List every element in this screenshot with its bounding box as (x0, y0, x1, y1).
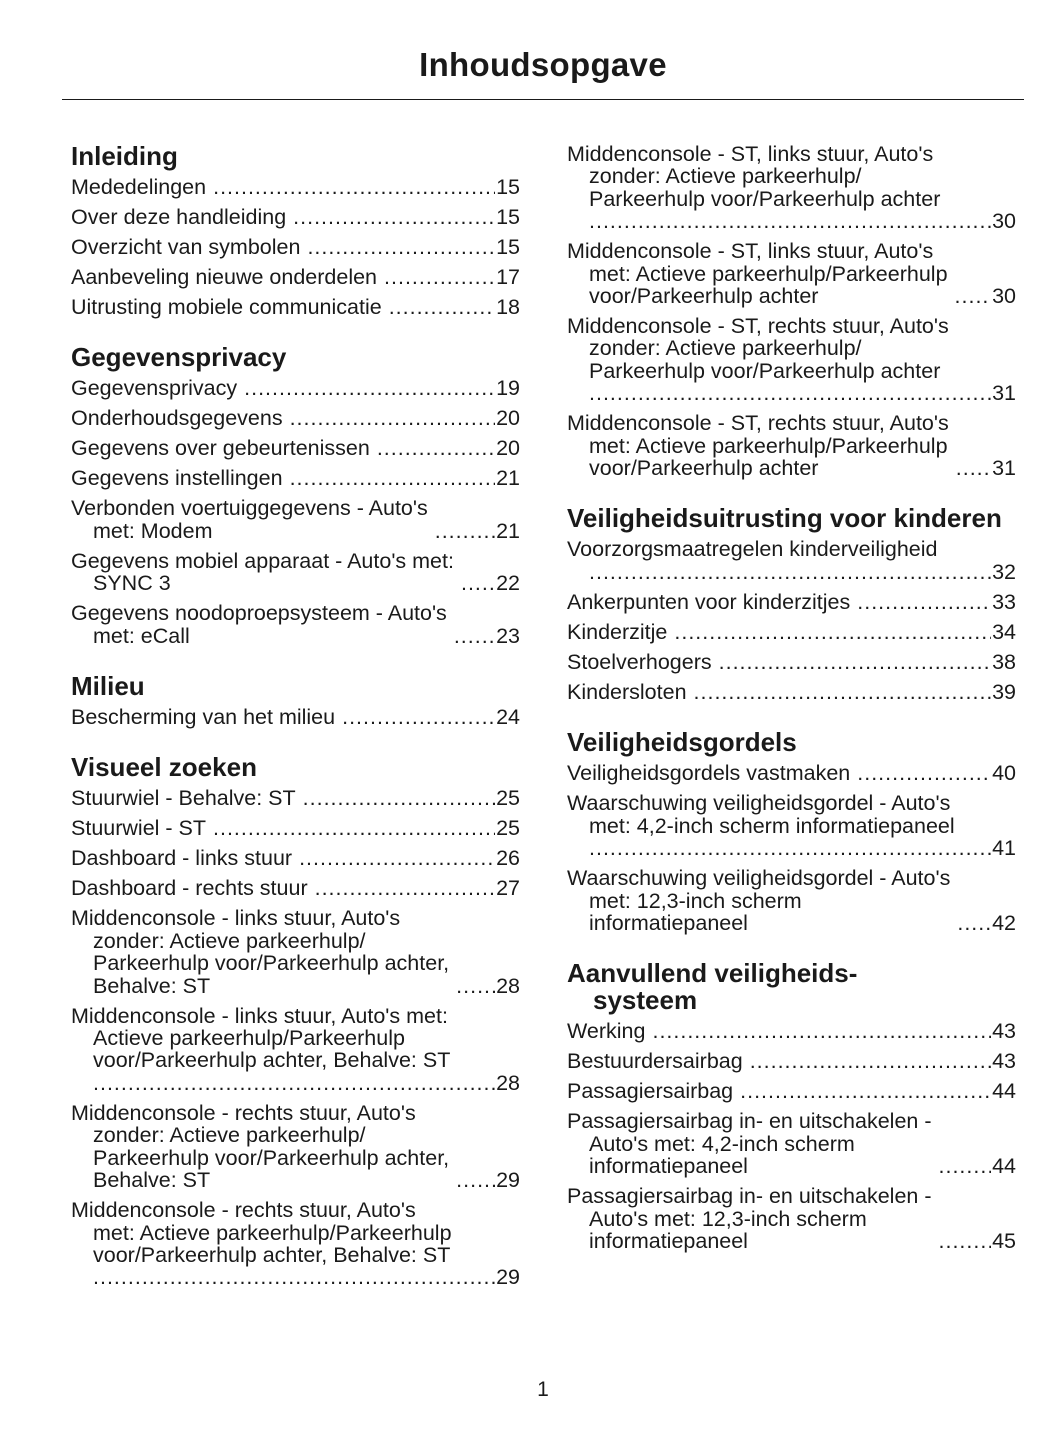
toc-left-column (71, 143, 520, 1315)
toc-entry-title: Aanbeveling nieuwe onderdelen (71, 265, 378, 289)
toc-entry-title: Middenconsole - rechts stuur, Auto's met: Actieve parkeerhulp/Parkeerhulp voor/Parkeerhulp achter, Behalve: ST (71, 1198, 452, 1267)
leader-line (589, 210, 1016, 232)
toc-entry-title: Gegevens over gebeurtenissen (71, 436, 370, 461)
toc-entry-page: 17 (496, 265, 520, 289)
toc-entry-stuurwiel-st[interactable] (71, 817, 520, 839)
toc-entry-page: 24 (496, 705, 520, 730)
dot-leader (719, 651, 991, 673)
toc-entry-kindersloten[interactable] (567, 681, 1016, 703)
dot-leader (652, 1020, 991, 1042)
dot-leader (389, 296, 495, 318)
toc-entry-title: Kinderzitje (567, 619, 668, 644)
toc-entry-title: Waarschuwing veiligheidsgordel - Auto's met: 4,2-inch scherm informatiepaneel (567, 791, 955, 838)
toc-entry-ankerpunten-voor-kinderzitjes[interactable] (567, 591, 1016, 613)
toc-entry-page: 19 (496, 376, 520, 401)
toc-entry-middenconsole-links-stuur-auto-s[interactable] (71, 907, 520, 997)
dot-leader (939, 1230, 992, 1252)
toc-section (567, 505, 1016, 703)
toc-entry-title: Middenconsole - ST, links stuur, Auto's met: Actieve parkeerhulp/Parkeerhulp voor/Parkeerhulp achter (567, 239, 948, 309)
toc-entry-middenconsole-st-links-stuur-auto-s[interactable] (567, 143, 1016, 233)
toc-entry-voorzorgsmaatregelen-kinderveiligheid[interactable] (567, 538, 1016, 583)
toc-entry-page: 31 (992, 381, 1016, 406)
dot-leader (293, 206, 495, 228)
dot-leader (290, 467, 496, 489)
dot-leader (435, 520, 495, 542)
toc-entry-middenconsole-links-stuur-auto-s-met[interactable] (71, 1005, 520, 1095)
toc-entry-page: 33 (992, 589, 1016, 614)
toc-entry-title: Middenconsole - links stuur, Auto's zonder: Actieve parkeerhulp/ Parkeerhulp voor/Parkeerhulp achter, Behalve: ST (71, 906, 450, 998)
dot-leader (307, 236, 495, 258)
toc-entry-waarschuwing-veiligheidsgordel-auto-s[interactable] (567, 867, 1016, 934)
toc-entry-title: Middenconsole - ST, links stuur, Auto's zonder: Actieve parkeerhulp/ Parkeerhulp voor/Parkeerhulp achter (567, 142, 941, 211)
dot-leader (384, 266, 495, 288)
toc-section (71, 673, 520, 728)
toc-entry-title: Stuurwiel - ST (71, 816, 207, 841)
section-heading: Veiligheidsgordels (567, 727, 797, 758)
toc-entry-title: Middenconsole - ST, rechts stuur, Auto's zonder: Actieve parkeerhulp/ Parkeerhulp voor/Parkeerhulp achter (567, 314, 949, 383)
toc-entry-page: 40 (992, 761, 1016, 786)
toc-entry-page: 30 (992, 284, 1016, 309)
toc-entry-page: 28 (496, 973, 520, 998)
toc-entry-passagiersairbag[interactable] (567, 1080, 1016, 1102)
dot-leader (213, 176, 495, 198)
toc-entry-uitrusting-mobiele-communicatie[interactable] (71, 296, 520, 318)
toc-entry-middenconsole-st-links-stuur-auto-s[interactable] (567, 240, 1016, 307)
dot-leader (377, 437, 495, 459)
dot-leader (461, 572, 495, 594)
toc-entry-gegevens-mobiel-apparaat-auto-s-met[interactable] (71, 550, 520, 595)
toc-entry-page: 43 (992, 1049, 1016, 1074)
toc-entry-page: 30 (992, 209, 1016, 234)
dot-leader (750, 1050, 991, 1072)
dot-leader (213, 817, 495, 839)
leader-line (589, 561, 1016, 583)
dot-leader (93, 1266, 495, 1288)
dot-leader (244, 377, 495, 399)
toc-entry-verbonden-voertuiggegevens-auto-s[interactable] (71, 497, 520, 542)
toc-entry-page: 41 (992, 836, 1016, 861)
toc-entry-stuurwiel-behalve-st[interactable] (71, 787, 520, 809)
toc-entry-title: Overzicht van symbolen (71, 235, 301, 259)
toc-entry-title: Passagiersairbag (567, 1079, 734, 1104)
toc-entry-page: 15 (496, 175, 520, 199)
dot-leader (303, 787, 495, 809)
toc-entry-dashboard-rechts-stuur[interactable] (71, 877, 520, 899)
toc-entry-title: Bestuurdersairbag (567, 1049, 743, 1074)
dot-leader (456, 1169, 495, 1191)
toc-entry-waarschuwing-veiligheidsgordel-auto-s[interactable] (567, 792, 1016, 859)
dot-leader (589, 210, 991, 232)
toc-entry-title: Onderhoudsgegevens (71, 406, 283, 431)
toc-entry-page: 29 (496, 1265, 520, 1290)
toc-entry-gegevensprivacy[interactable] (71, 377, 520, 399)
toc-entry-title: Waarschuwing veiligheidsgordel - Auto's met: 12,3-inch scherm informatiepaneel (567, 866, 951, 935)
toc-entry-page: 34 (992, 619, 1016, 644)
dot-leader (589, 382, 991, 404)
dot-leader (674, 621, 991, 643)
toc-entry-title: Passagiersairbag in- en uitschakelen - Auto's met: 4,2-inch scherm informatiepaneel (567, 1109, 932, 1179)
toc-entry-onderhoudsgegevens[interactable] (71, 407, 520, 429)
dot-leader (956, 457, 991, 479)
toc-entry-title: Middenconsole - ST, rechts stuur, Auto's met: Actieve parkeerhulp/Parkeerhulp voor/Parkeerhulp achter (567, 411, 949, 481)
toc-entry-title: Middenconsole - links stuur, Auto's met: Actieve parkeerhulp/Parkeerhulp voor/Parkeerhulp achter, Behalve: ST (71, 1003, 451, 1073)
toc-entry-title: Veiligheidsgordels vastmaken (567, 761, 851, 786)
toc-entry-title: Verbonden voertuiggegevens - Auto's met: Modem (71, 496, 428, 543)
toc-entry-title: Kindersloten (567, 679, 687, 704)
toc-entry-page: 42 (992, 910, 1016, 935)
toc-entry-werking[interactable] (567, 1020, 1016, 1042)
title-divider (62, 99, 1024, 100)
toc-entry-page: 21 (496, 466, 520, 491)
section-heading: Veiligheidsuitrusting voor kinderen (567, 503, 1002, 534)
dot-leader (740, 1080, 991, 1102)
dot-leader (589, 561, 991, 583)
dot-leader (857, 591, 991, 613)
toc-entry-middenconsole-st-rechts-stuur-auto-s[interactable] (567, 412, 1016, 479)
toc-entry-aanbeveling-nieuwe-onderdelen[interactable] (71, 266, 520, 288)
toc-entry-gegevens-instellingen[interactable] (71, 467, 520, 489)
toc-entry-mededelingen[interactable] (71, 176, 520, 198)
dot-leader (290, 407, 496, 429)
leader-line (589, 382, 1016, 404)
toc-entry-title: Gegevens instellingen (71, 466, 283, 491)
toc-section (567, 729, 1016, 934)
toc-entry-page: 32 (992, 559, 1016, 584)
dot-leader (456, 975, 495, 997)
toc-entry-page: 43 (992, 1019, 1016, 1044)
toc-entry-page: 44 (992, 1079, 1016, 1104)
leader-line (93, 1072, 520, 1094)
toc-entry-gegevens-noodoproepsysteem-auto-s[interactable] (71, 602, 520, 647)
dot-leader (315, 877, 495, 899)
toc-entry-page: 20 (496, 406, 520, 431)
page-title: Inhoudsopgave (419, 46, 667, 83)
toc-entry-page: 26 (496, 846, 520, 871)
toc-entry-passagiersairbag-in-en-uitschakelen[interactable] (567, 1110, 1016, 1177)
toc-entry-page: 25 (496, 786, 520, 811)
toc-entry-title: Bescherming van het milieu (71, 705, 336, 730)
toc-section (71, 344, 520, 647)
toc-entry-kinderzitje[interactable] (567, 621, 1016, 643)
toc-entry-gegevens-over-gebeurtenissen[interactable] (71, 437, 520, 459)
toc-entry-page: 27 (496, 876, 520, 901)
dot-leader (342, 706, 495, 728)
toc-entry-page: 39 (992, 679, 1016, 704)
toc-entry-veiligheidsgordels-vastmaken[interactable] (567, 762, 1016, 784)
section-heading: Aanvullend veiligheids- systeem (567, 958, 858, 1016)
toc-entry-middenconsole-rechts-stuur-auto-s[interactable] (71, 1102, 520, 1192)
toc-entry-page: 38 (992, 649, 1016, 674)
dot-leader (93, 1072, 495, 1094)
dot-leader (955, 285, 992, 307)
toc-entry-page: 23 (496, 623, 520, 648)
toc-entry-title: Middenconsole - rechts stuur, Auto's zonder: Actieve parkeerhulp/ Parkeerhulp voor/Parkeerhulp achter, Behalve: ST (71, 1100, 450, 1193)
toc-entry-page: 18 (496, 295, 520, 319)
toc-entry-bescherming-van-het-milieu[interactable] (71, 706, 520, 728)
toc-right-column (567, 143, 1016, 1278)
toc-entry-title: Stuurwiel - Behalve: ST (71, 786, 296, 811)
section-heading: Inleiding (71, 141, 178, 171)
toc-entry-page: 20 (496, 436, 520, 461)
leader-line (93, 1266, 520, 1288)
toc-entry-page: 28 (496, 1070, 520, 1095)
section-heading: Gegevensprivacy (71, 342, 287, 373)
toc-entry-title: Stoelverhogers (567, 649, 712, 674)
dot-leader (694, 681, 992, 703)
toc-entry-title: Uitrusting mobiele communicatie (71, 295, 382, 319)
toc-entry-middenconsole-rechts-stuur-auto-s[interactable] (71, 1199, 520, 1289)
toc-entry-title: Dashboard - links stuur (71, 846, 293, 871)
toc-entry-page: 29 (496, 1168, 520, 1193)
dot-leader (589, 837, 991, 859)
toc-entry-page: 31 (992, 456, 1016, 481)
toc-entry-title: Gegevens mobiel apparaat - Auto's met: SYNC 3 (71, 548, 454, 596)
toc-entry-title: Gegevens noodoproepsysteem - Auto's met: eCall (71, 601, 447, 648)
toc-section (567, 143, 1016, 479)
toc-entry-passagiersairbag-in-en-uitschakelen[interactable] (567, 1185, 1016, 1252)
toc-entry-page: 45 (992, 1228, 1016, 1253)
toc-entry-title: Dashboard - rechts stuur (71, 876, 308, 901)
toc-entry-over-deze-handleiding[interactable] (71, 206, 520, 228)
toc-entry-page: 15 (496, 235, 520, 259)
page-number: 1 (537, 1378, 549, 1401)
toc-section (71, 754, 520, 1288)
toc-entry-middenconsole-st-rechts-stuur-auto-s[interactable] (567, 315, 1016, 405)
toc-entry-page: 15 (496, 205, 520, 229)
toc-entry-bestuurdersairbag[interactable] (567, 1050, 1016, 1072)
toc-entry-title: Werking (567, 1019, 646, 1044)
toc-entry-dashboard-links-stuur[interactable] (71, 847, 520, 869)
leader-line (589, 837, 1016, 859)
toc-entry-page: 25 (496, 816, 520, 841)
toc-entry-title: Ankerpunten voor kinderzitjes (567, 589, 851, 614)
dot-leader (299, 847, 495, 869)
toc-entry-title: Mededelingen (71, 175, 207, 199)
section-heading: Milieu (71, 671, 145, 702)
toc-section (71, 143, 520, 318)
toc-entry-page: 22 (496, 571, 520, 596)
toc-entry-stoelverhogers[interactable] (567, 651, 1016, 673)
toc-section (567, 960, 1016, 1252)
dot-leader (857, 762, 991, 784)
toc-entry-title: Passagiersairbag in- en uitschakelen - Auto's met: 12,3-inch scherm informatiepaneel (567, 1184, 932, 1253)
dot-leader (939, 1155, 992, 1177)
toc-entry-overzicht-van-symbolen[interactable] (71, 236, 520, 258)
toc-entry-title: Gegevensprivacy (71, 376, 238, 401)
toc-entry-title: Over deze handleiding (71, 205, 287, 229)
section-heading: Visueel zoeken (71, 752, 257, 783)
dot-leader (957, 912, 991, 934)
dot-leader (454, 625, 495, 647)
toc-entry-title: Voorzorgsmaatregelen kinderveiligheid (567, 537, 938, 562)
toc-entry-page: 21 (496, 518, 520, 543)
toc-entry-page: 44 (992, 1154, 1016, 1179)
